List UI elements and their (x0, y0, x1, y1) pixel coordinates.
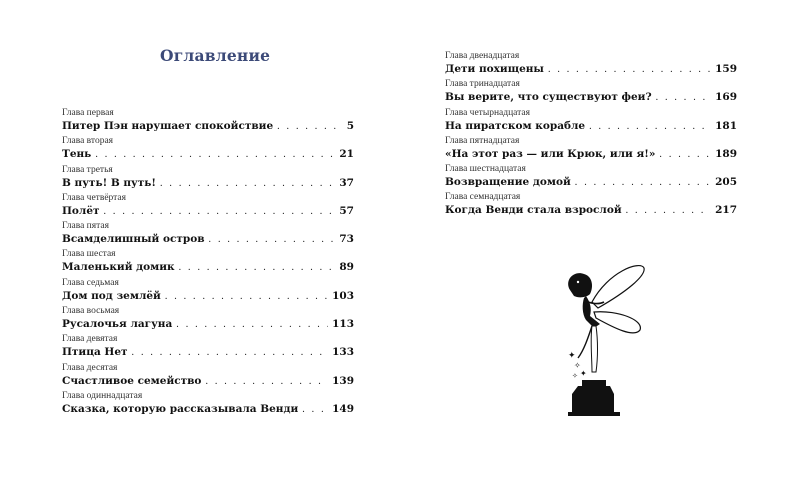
chapter-title: Питер Пэн нарушает спокойствие (62, 120, 274, 132)
page-number: 159 (715, 63, 737, 75)
page-number: 169 (715, 91, 737, 104)
toc-list-left (62, 108, 354, 419)
toc-entry[interactable] (445, 79, 737, 107)
chapter-label: Глава четвёртая (62, 192, 127, 203)
chapter-title: Возвращение домой (445, 176, 571, 189)
inkwell (572, 380, 614, 412)
page-number: 113 (332, 318, 354, 331)
svg-text:✧: ✧ (572, 372, 578, 380)
chapter-title: В путь! В путь! (62, 176, 157, 189)
chapter-label: Глава двенадцатая (445, 51, 520, 61)
chapter-label: Глава шестнадцатая (445, 164, 526, 175)
toc-entry[interactable] (62, 165, 354, 193)
right-page (400, 0, 800, 481)
fairy-wing (592, 266, 644, 308)
toc-entry[interactable] (62, 278, 354, 306)
dot-leader (95, 148, 335, 162)
toc-entry[interactable] (445, 51, 737, 79)
toc-entry[interactable] (62, 249, 354, 277)
page-number: 181 (715, 119, 737, 132)
toc-entry[interactable] (445, 192, 737, 220)
toc-entry[interactable] (62, 391, 354, 419)
dot-leader (626, 204, 711, 218)
chapter-title: Всамделишный остров (62, 233, 205, 246)
dot-leader (160, 177, 335, 191)
toc-list-right (445, 51, 737, 221)
toc-entry[interactable] (62, 334, 354, 362)
toc-entry[interactable] (62, 221, 354, 249)
toc-entry[interactable] (62, 363, 354, 391)
page-number: 89 (339, 261, 354, 274)
page-number: 103 (332, 289, 354, 302)
chapter-label: Глава тринадцатая (445, 79, 520, 90)
chapter-title: Вы верите, что существуют феи? (445, 91, 652, 104)
chapter-title: Птица Нет (62, 346, 128, 359)
svg-text:✦: ✦ (580, 369, 587, 378)
fairy-wing (594, 312, 640, 333)
fairy-head (568, 273, 592, 297)
fairy-leg (578, 326, 592, 358)
page-title: Оглавление (160, 46, 271, 65)
chapter-label: Глава четырнадцатая (445, 107, 531, 118)
chapter-label: Глава шестая (62, 249, 116, 260)
svg-text:✧: ✧ (574, 361, 581, 370)
chapter-title: «На этот раз — или Крюк, или я!» (445, 147, 656, 160)
toc-entry[interactable] (62, 108, 354, 136)
dot-leader (277, 120, 336, 134)
page-number: 205 (715, 176, 737, 189)
dot-leader (656, 91, 711, 105)
toc-entry[interactable] (445, 164, 737, 192)
chapter-label: Глава седьмая (62, 277, 119, 288)
dot-leader (659, 148, 711, 162)
chapter-label: Глава семнадцатая (445, 192, 521, 203)
chapter-label: Глава пятая (62, 221, 109, 232)
page-number: 73 (339, 233, 354, 246)
fairy-illustration (548, 262, 648, 422)
page-number: 133 (332, 346, 354, 359)
toc-entry[interactable] (62, 306, 354, 334)
chapter-label: Глава десятая (62, 362, 118, 373)
page-number: 37 (339, 176, 354, 189)
chapter-label: Глава первая (62, 108, 114, 118)
chapter-label: Глава пятнадцатая (445, 135, 520, 146)
page-number: 149 (332, 402, 354, 415)
chapter-title: На пиратском корабле (445, 119, 586, 132)
chapter-title: Дети похищены (445, 63, 544, 75)
dot-leader (209, 233, 336, 247)
chapter-title: Тень (62, 148, 92, 161)
toc-entry[interactable] (445, 108, 737, 136)
chapter-title: Русалочья лагуна (62, 318, 173, 331)
dot-leader (179, 261, 336, 275)
dot-leader (104, 205, 336, 219)
dot-leader (176, 318, 328, 332)
page-number: 5 (346, 120, 354, 132)
dot-leader (205, 375, 328, 389)
toc-entry[interactable] (445, 136, 737, 164)
page-number: 189 (715, 147, 737, 160)
dot-leader (548, 63, 711, 77)
page-number: 217 (715, 204, 737, 217)
toc-entry[interactable] (62, 136, 354, 164)
dot-leader (165, 290, 328, 304)
toc-entry[interactable] (62, 193, 354, 221)
chapter-label: Глава девятая (62, 334, 118, 345)
chapter-label: Глава вторая (62, 136, 114, 147)
chapter-label: Глава третья (62, 164, 113, 175)
chapter-title: Полёт (62, 204, 100, 217)
page-number: 57 (339, 204, 354, 217)
chapter-title: Когда Венди стала взрослой (445, 204, 622, 217)
chapter-title: Сказка, которую рассказывала Венди (62, 402, 299, 415)
chapter-title: Счастливое семейство (62, 374, 202, 387)
page-number: 21 (339, 148, 354, 161)
chapter-title: Маленький домик (62, 261, 175, 274)
chapter-title: Дом под землёй (62, 289, 161, 302)
dot-leader (302, 403, 328, 417)
chapter-label: Глава одиннадцатая (62, 390, 143, 401)
dot-leader (589, 120, 711, 134)
dot-leader (575, 176, 711, 190)
chapter-label: Глава восьмая (62, 306, 120, 317)
dot-leader (132, 346, 329, 360)
svg-text:✦: ✦ (568, 351, 576, 361)
page-number: 139 (332, 374, 354, 387)
